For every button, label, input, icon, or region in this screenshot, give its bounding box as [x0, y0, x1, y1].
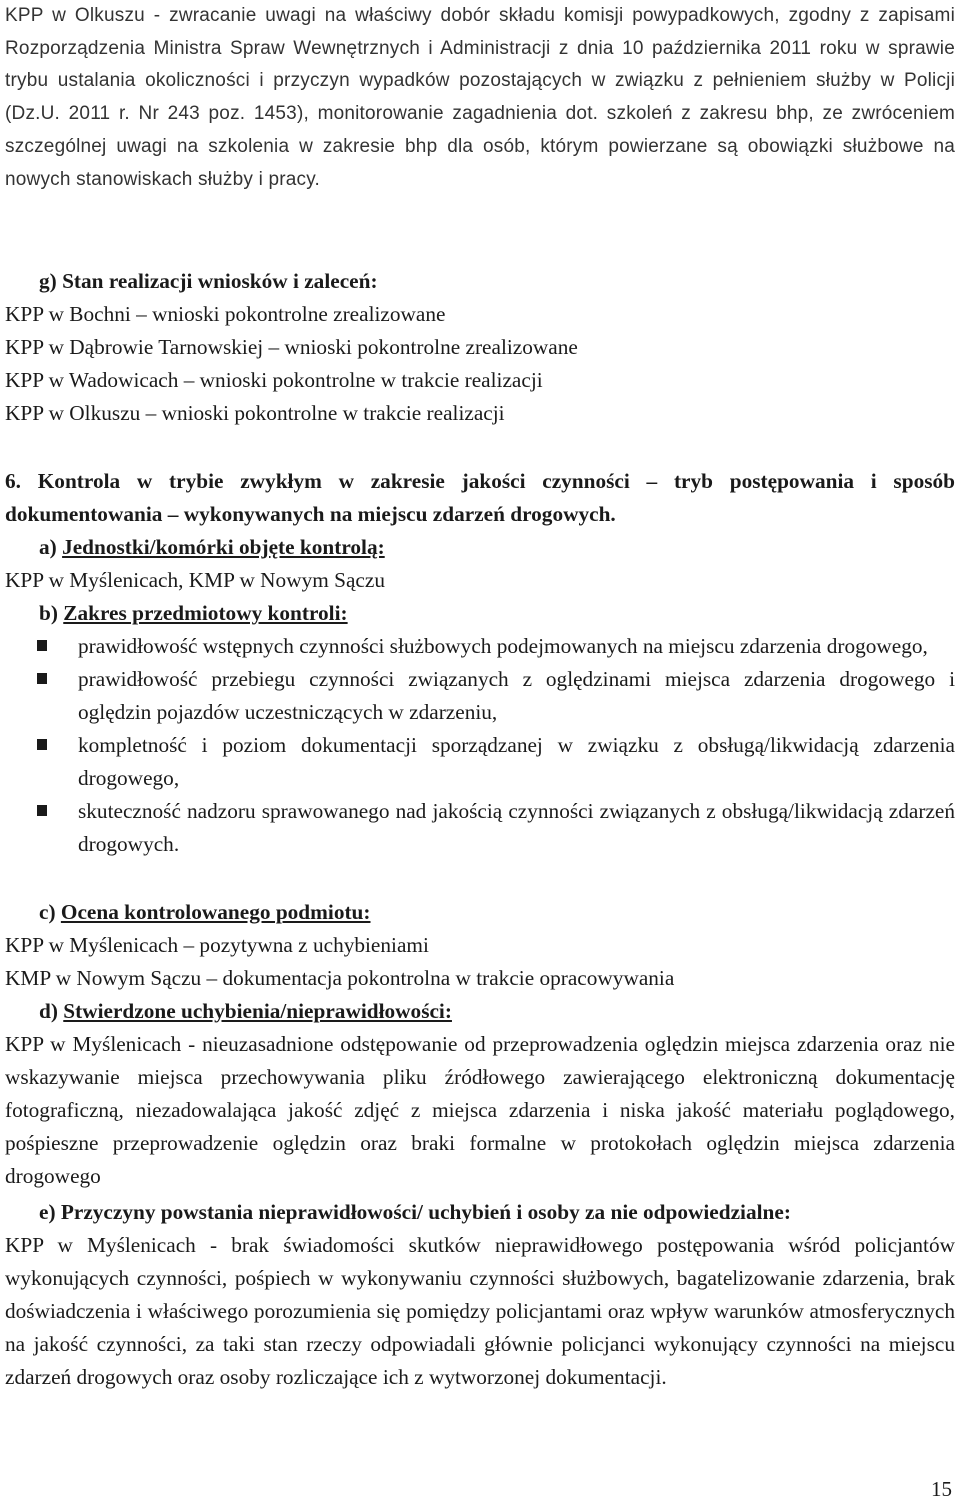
subheading-e: e) Przyczyny powstania nieprawidłowości/ uchybień i osoby za nie odpowiedzialne:: [39, 1200, 791, 1224]
list-item-text: skuteczność nadzoru sprawowanego nad jakością czynności związanych z obsługą/likwidacją zdarzeń drogowych.: [78, 799, 955, 856]
list-item-text: prawidłowość przebiegu czynności związanych z oględzinami miejsca zdarzenia drogowego i oględzin pojazdów uczestniczących w zdarzeniu,: [78, 667, 955, 724]
status-line: KPP w Olkuszu – wnioski pokontrolne w trakcie realizacji: [5, 401, 505, 425]
list-item-text: kompletność i poziom dokumentacji sporządzanej w związku z obsługą/likwidacją zdarzenia drogowego,: [78, 733, 955, 790]
subheading-a-underlined: Jednostki/komórki objęte kontrolą:: [62, 535, 385, 559]
square-bullet-icon: [37, 673, 47, 684]
status-line: KPP w Dąbrowie Tarnowskiej – wnioski pokontrolne zrealizowane: [5, 335, 578, 359]
list-item: [5, 729, 955, 795]
list-item: [5, 795, 955, 861]
units-checked: KPP w Myślenicach, KMP w Nowym Sączu: [5, 568, 385, 592]
irregularities-paragraph: KPP w Myślenicach - nieuzasadnione odstępowanie od przeprowadzenia oględzin miejsca zdarzenia oraz nie wskazywanie miejsca przechowywania pliku źródłowego zawierającego elektroniczną dokumentację fotograficzną, niezadowalająca jakość zdjęć z miejsca zdarzenia i niska jakość materiału poglądowego, pośpieszne przeprowadzenie oględzin oraz braki formalne w protokołach oględzin miejsca zdarzenia drogowego: [5, 1032, 955, 1188]
assessment-line: KMP w Nowym Sączu – dokumentacja pokontrolna w trakcie opracowywania: [5, 966, 675, 990]
status-line: KPP w Wadowicach – wnioski pokontrolne w trakcie realizacji: [5, 368, 543, 392]
page-number: 15: [931, 1477, 952, 1501]
subheading-c-underlined: Ocena kontrolowanego podmiotu:: [60, 900, 371, 924]
subheading-b-underlined: Zakres przedmiotowy kontroli:: [63, 601, 348, 625]
causes-paragraph: KPP w Myślenicach - brak świadomości skutków nieprawidłowego postępowania wśród policjantów wykonujących czynności, pośpiech w wykonywaniu czynności służbowych, bagatelizowanie zdarzenia, brak doświadczenia i właściwego porozumienia się pomiędzy policjantami oraz wpływ warunków atmosferycznych na jakość czynności, za taki stan rzeczy odpowiadali głównie policjanci wykonujący czynności na miejscu zdarzeń drogowych oraz osoby rozliczające ich z wytworzonej dokumentacji.: [5, 1233, 955, 1389]
status-line: KPP w Bochni – wnioski pokontrolne zrealizowane: [5, 302, 446, 326]
list-item: [5, 630, 955, 663]
square-bullet-icon: [37, 739, 47, 750]
scope-list: [5, 630, 955, 861]
assessment-line: KPP w Myślenicach – pozytywna z uchybieniami: [5, 933, 429, 957]
section-6-title: 6. Kontrola w trybie zwykłym w zakresie jakości czynności – tryb postępowania i sposób dokumentowania – wykonywanych na miejscu zdarzeń drogowych.: [5, 469, 955, 526]
square-bullet-icon: [37, 640, 47, 651]
subheading-d: d) Stwierdzone uchybienia/nieprawidłowości:: [39, 999, 452, 1023]
square-bullet-icon: [37, 805, 47, 816]
intro-paragraph: KPP w Olkuszu - zwracanie uwagi na właściwy dobór składu komisji powypadkowych, zgodny z zapisami Rozporządzenia Ministra Spraw Wewnętrznych i Administracji z dnia 10 października 2011 roku w sprawie trybu ustalania okoliczności i przyczyn wypadków pozostających w związku z pełnieniem służby w Policji (Dz.U. 2011 r. Nr 243 poz. 1453), monitorowanie zagadnienia dot. szkoleń z zakresu bhp, ze zwróceniem szczególnej uwagi na szkolenia w zakresie bhp dla osób, którym powierzane są obowiązki służbowe na nowych stanowiskach służby i pracy.: [5, 5, 955, 190]
subheading-a: [5, 531, 385, 564]
subheading-a-text: a) Jednostki/komórki objęte kontrolą:: [39, 535, 385, 559]
subheading-c: c) Ocena kontrolowanego podmiotu:: [39, 900, 371, 924]
list-item: [5, 663, 955, 729]
section-g-heading: g) Stan realizacji wniosków i zaleceń:: [39, 269, 378, 293]
subheading-b: b) Zakres przedmiotowy kontroli:: [39, 601, 348, 625]
subheading-d-underlined: Stwierdzone uchybienia/nieprawidłowości:: [63, 999, 452, 1023]
list-item-text: prawidłowość wstępnych czynności służbowych podejmowanych na miejscu zdarzenia drogowego,: [78, 634, 928, 658]
